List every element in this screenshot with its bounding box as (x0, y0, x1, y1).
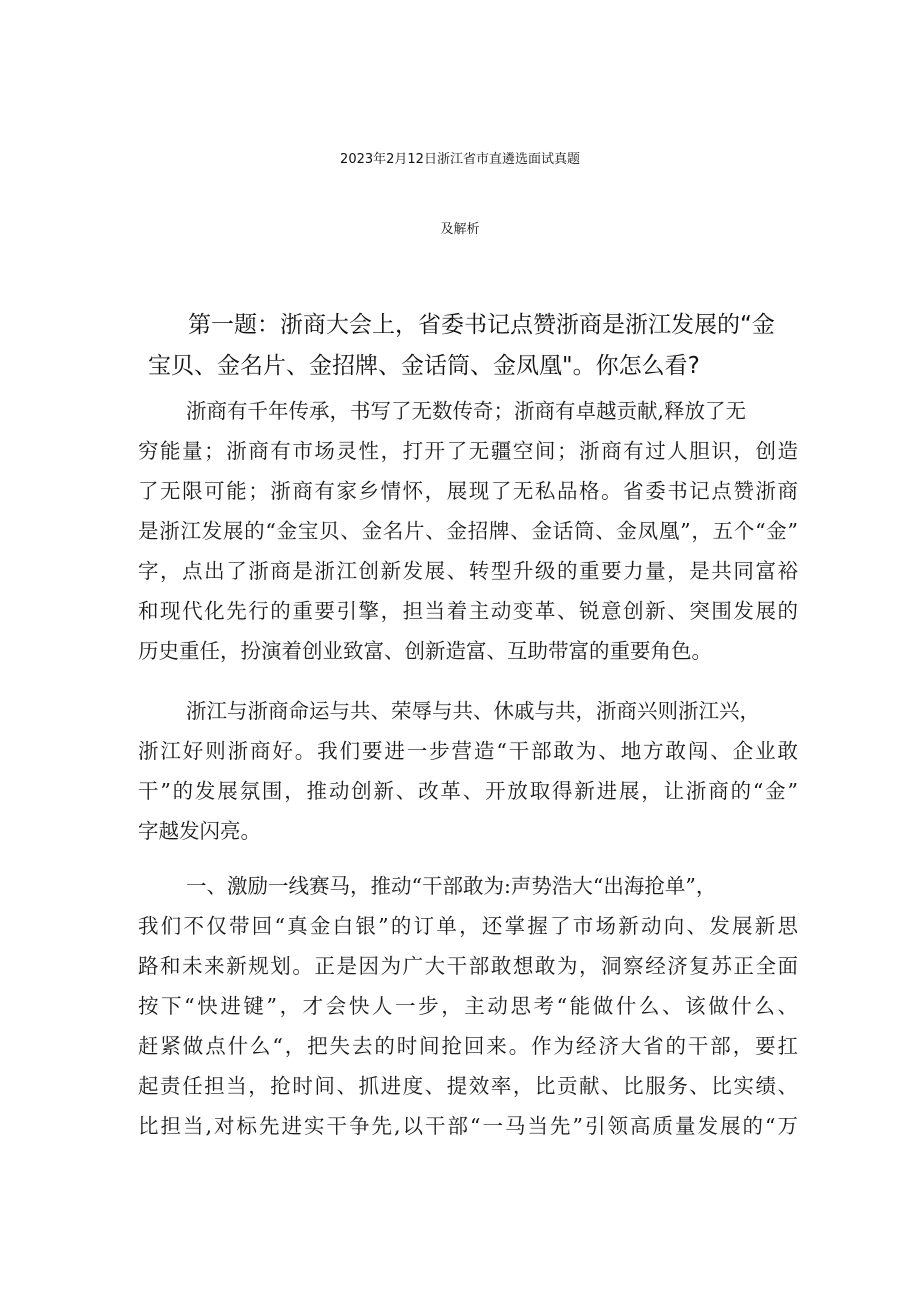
paragraph-2 (138, 691, 798, 851)
paragraph-line: 是浙江发展的“金宝贝、金名片、金招牌、金话筒、金凤凰”，五个“金” (138, 519, 798, 543)
paragraph-line: 了无限可能；浙商有家乡情怀，展现了无私品格。省委书记点赞浙商 (138, 479, 798, 503)
paragraph-line: 一、激励一线赛马，推动“干部敢为:声势浩大“出海抢单”， (186, 874, 717, 898)
paragraph-line: 浙商有千年传承，书写了无数传奇；浙商有卓越贡献,释放了无 (186, 399, 747, 423)
paragraph-1 (138, 391, 798, 671)
paragraph-line: 按下“快进键”，才会快人一步，主动思考“能做什么、该做什么、 (138, 994, 798, 1018)
paragraph-line: 穷能量；浙商有市场灵性，打开了无疆空间；浙商有过人胆识，创造 (138, 439, 798, 463)
paragraph-line: 字越发闪亮。 (138, 819, 261, 843)
paragraph-line: 浙江与浙商命运与共、荣辱与共、休戚与共，浙商兴则浙江兴， (186, 699, 760, 723)
paragraph-line: 赶紧做点什么“，把失去的时间抢回来。作为经济大省的干部，要扛 (138, 1034, 798, 1058)
paragraph-line: 比担当,对标先进实干争先,以干部“一马当先”引领高质量发展的“万 (138, 1114, 798, 1138)
document-title-line-1: 2023年2月12日浙江省市直遴选面试真题 (340, 152, 580, 167)
paragraph-line: 历史重任，扮演着创业致富、创新造富、互助带富的重要角色。 (138, 639, 712, 663)
paragraph-3 (138, 866, 798, 1146)
paragraph-line: 我们不仅带回“真金白银”的订单，还掌握了市场新动向、发展新思 (138, 914, 798, 938)
question-line-2: 宝贝、金名片、金招牌、金话筒、金凤凰"。你怎么看? (148, 353, 700, 379)
paragraph-line: 浙江好则浙商好。我们要进一步营造“干部敢为、地方敢闯、企业敢 (138, 739, 798, 763)
paragraph-line: 和现代化先行的重要引擎，担当着主动变革、锐意创新、突围发展的 (138, 599, 798, 623)
paragraph-line: 字，点出了浙商是浙江创新发展、转型升级的重要力量，是共同富裕 (138, 559, 798, 583)
paragraph-line: 起责任担当，抢时间、抓进度、提效率，比贡献、比服务、比实绩、 (138, 1074, 798, 1098)
paragraph-line: 干”的发展氛围，推动创新、改革、开放取得新进展，让浙商的“金” (138, 779, 798, 803)
paragraph-line: 路和未来新规划。正是因为广大干部敢想敢为，洞察经济复苏正全面 (138, 954, 798, 978)
question-line-1: 第一题：浙商大会上，省委书记点赞浙商是浙江发展的“金 (188, 312, 775, 338)
document-title-line-2: 及解析 (440, 222, 480, 237)
